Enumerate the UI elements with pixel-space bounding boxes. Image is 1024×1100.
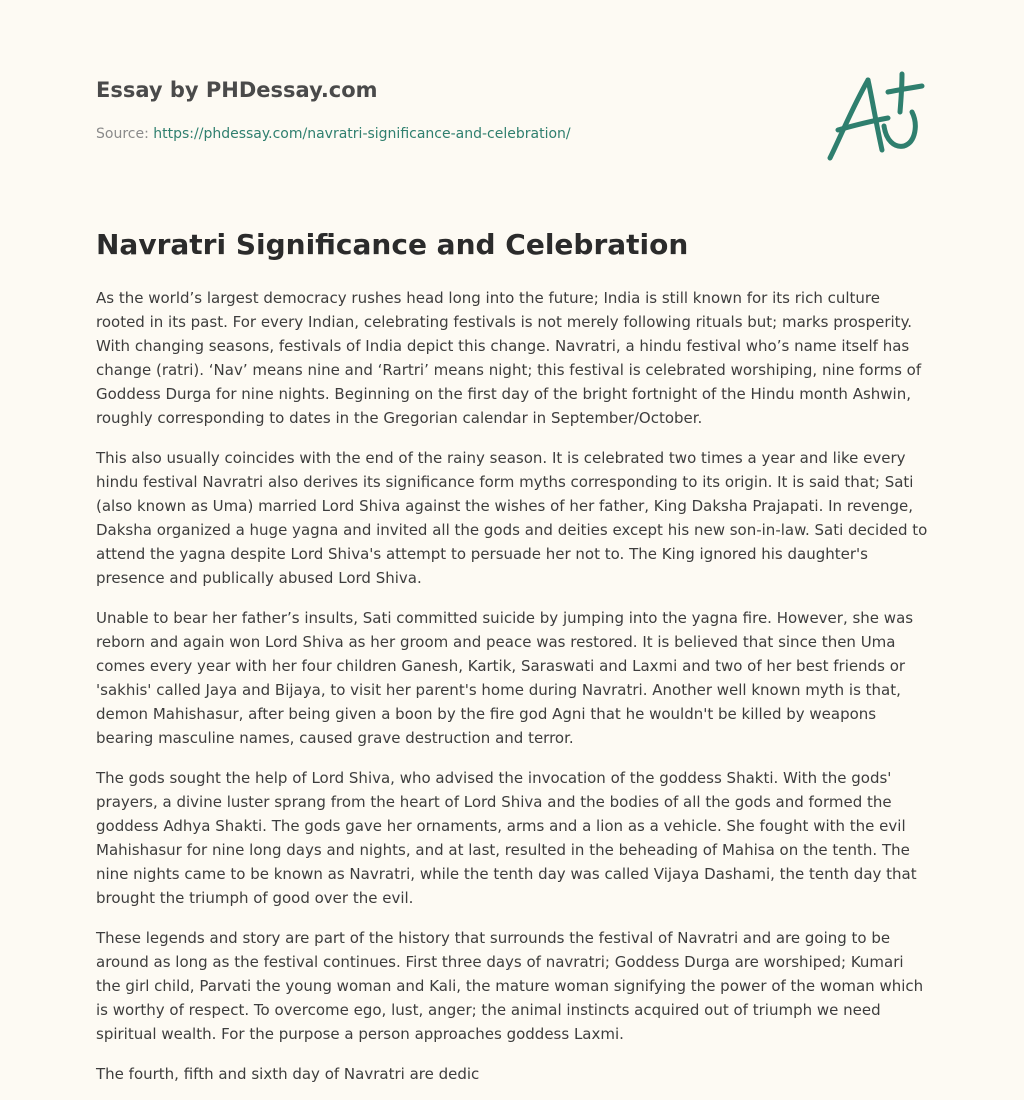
essay-title: Navratri Significance and Celebration: [96, 228, 689, 261]
essay-paragraph: These legends and story are part of the history that surrounds the festival of Navratri and are going to be around as long as the festival continues. First three days of navratri; Goddess Durga are worshiped; Kumari the girl child, Parvati the young woman and Kali, the mature woman signifying the power of the woman which is worthy of respect. To overcome ego, lust, anger; the animal instincts acquired out of triumph we need spiritual wealth. For the purpose a person approaches goddess Laxmi.: [96, 929, 924, 1043]
essay-paragraph-truncated: The fourth, fifth and sixth day of Navratri are dedic: [96, 1065, 480, 1083]
page-header: [96, 76, 928, 144]
essay-paragraph: Unable to bear her father’s insults, Sati committed suicide by jumping into the yagna fire. However, she was reborn and again won Lord Shiva as her groom and peace was restored. It is believed that since then Uma comes every year with her four children Ganesh, Kartik, Saraswati and Laxmi and two of her best friends or 'sakhis' called Jaya and Bijaya, to visit her parent's home during Navratri. Another well known myth is that, demon Mahishasur, after being given a boon by the fire god Agni that he wouldn't be killed by weapons bearing masculine names, caused grave destruction and terror.: [96, 609, 914, 747]
essay-paragraph: The gods sought the help of Lord Shiva, who advised the invocation of the goddess Shakti. With the gods' prayers, a divine luster sprang from the heart of Lord Shiva and the bodies of all the gods and formed the goddess Adhya Shakti. The gods gave her ornaments, arms and a lion as a vehicle. She fought with the evil Mahishasur for nine long days and nights, and at last, resulted in the beheading of Mahisa on the tenth. The nine nights came to be known as Navratri, while the tenth day was called Vijaya Dashami, the tenth day that brought the triumph of good over the evil.: [96, 769, 917, 907]
essay-paragraph: This also usually coincides with the end of the rainy season. It is celebrated two times a year and like every hindu festival Navratri also derives its significance form myths corresponding to its origin. It is said that; Sati (also known as Uma) married Lord Shiva against the wishes of her father, King Daksha Prajapati. In revenge, Daksha organized a huge yagna and invited all the gods and deities except his new son-in-law. Sati decided to attend the yagna despite Lord Shiva's attempt to persuade her not to. The King ignored his daughter's presence and publically abused Lord Shiva.: [96, 449, 928, 587]
a-plus-grade-logo-icon: [822, 68, 926, 164]
essay-paragraph: As the world’s largest democracy rushes head long into the future; India is still known for its rich culture rooted in its past. For every Indian, celebrating festivals is not merely following rituals but; marks prosperity. With changing seasons, festivals of India depict this change. Navratri, a hindu festival who’s name itself has change (ratri). ‘Nav’ means nine and ‘Rartri’ means night; this festival is celebrated worshiping, nine forms of Goddess Durga for nine nights. Beginning on the first day of the bright fortnight of the Hindu month Ashwin, roughly corresponding to dates in the Gregorian calendar in September/October.: [96, 289, 922, 427]
source-link[interactable]: https://phdessay.com/navratri-significance-and-celebration/: [153, 126, 571, 142]
site-title: Essay by PHDessay.com: [96, 78, 378, 102]
source-label: Source:: [96, 126, 149, 142]
source-line: [96, 124, 928, 144]
essay-body: [96, 286, 930, 1100]
